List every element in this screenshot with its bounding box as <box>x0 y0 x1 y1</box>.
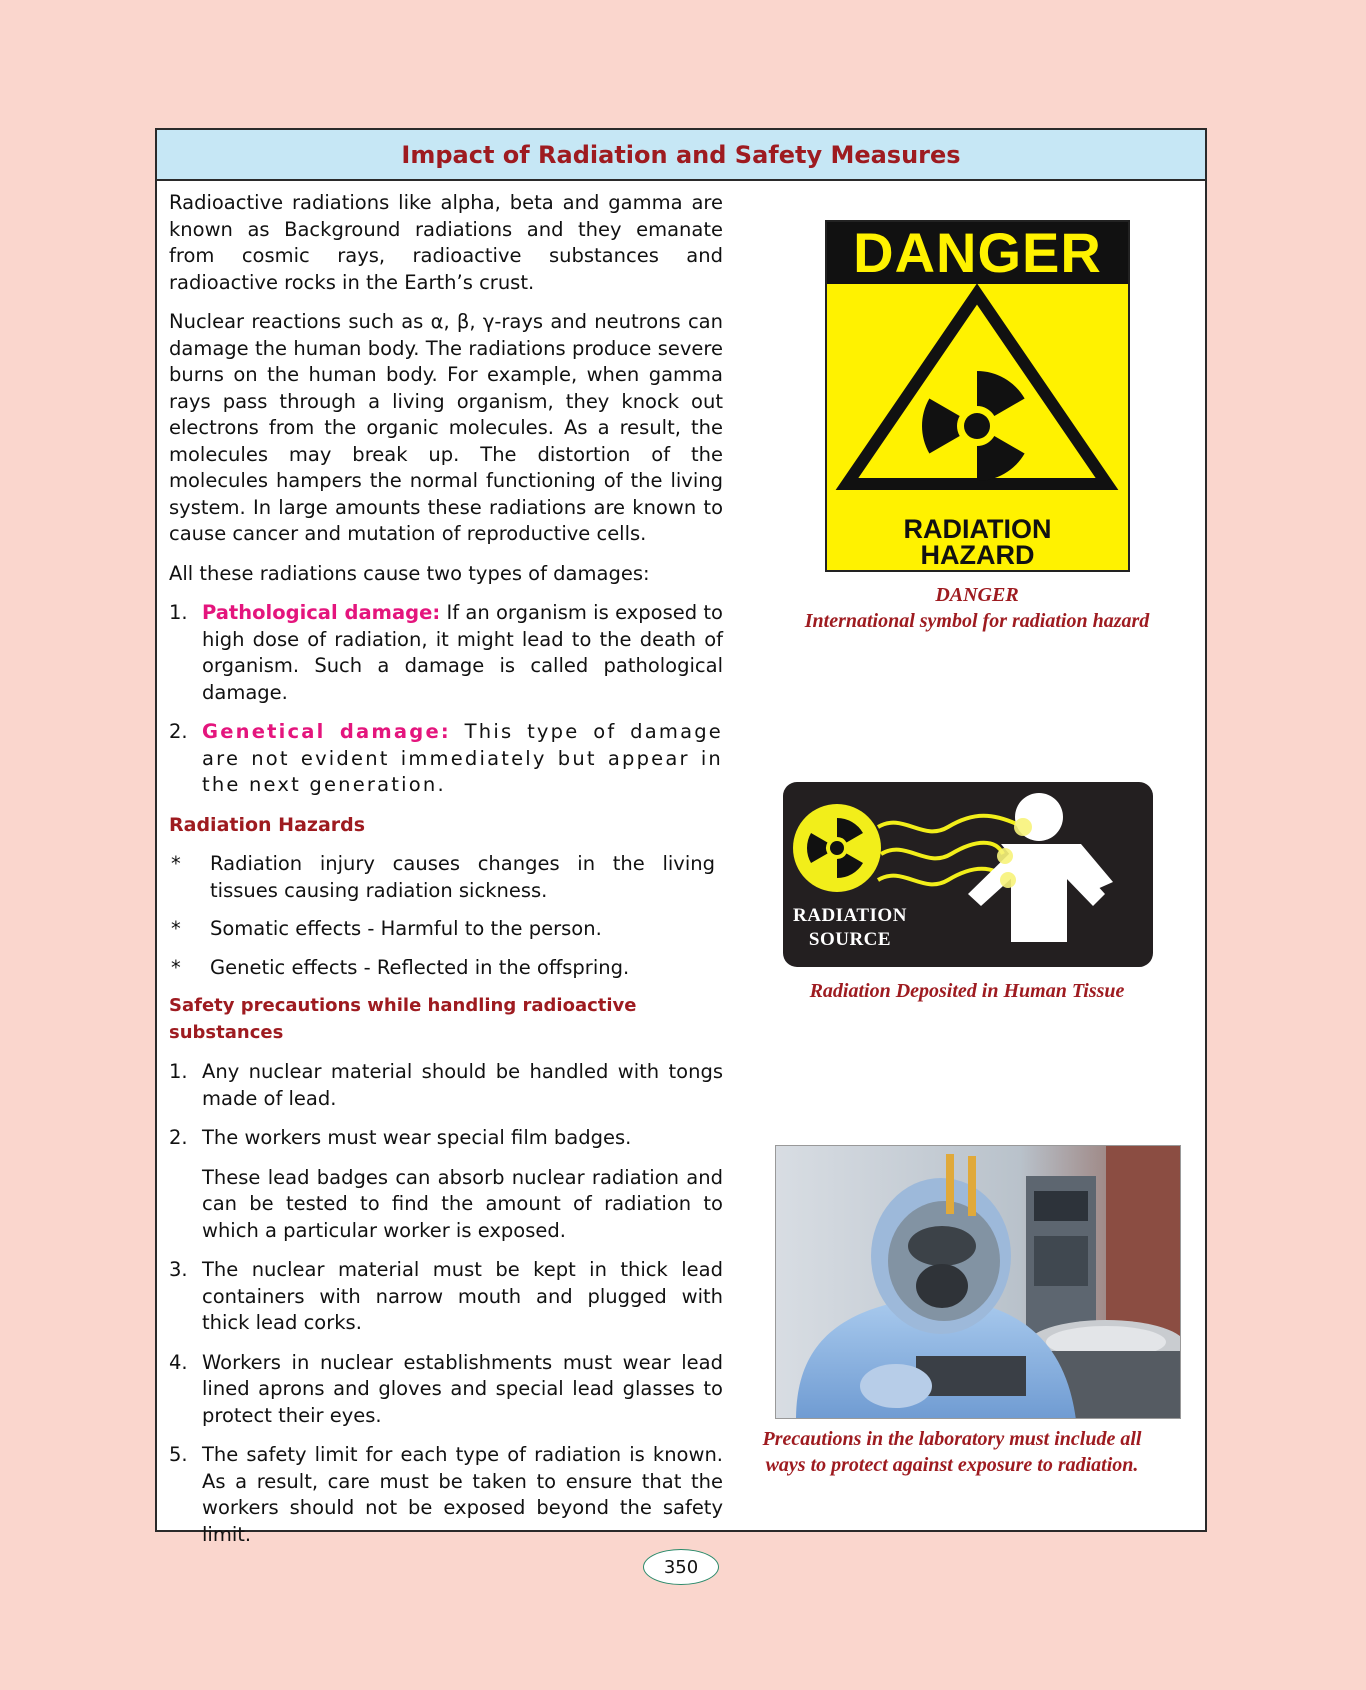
caption-line-2: International symbol for radiation hazard <box>804 610 1150 632</box>
safety-item-3 <box>169 1257 723 1337</box>
page-number: 350 <box>643 1549 719 1585</box>
hazard-text: Radiation injury causes changes in the living tissues causing radiation sickness. <box>210 852 715 902</box>
radiation-source-illustration <box>783 782 1153 967</box>
safety-item-5 <box>169 1442 723 1548</box>
hazard-item <box>169 851 723 904</box>
intro-paragraph-3: All these radiations cause two types of damages: <box>169 561 650 585</box>
item-text: If an organism is exposed to high dose of radiation, it might lead to the death of organism. Such a damage is called pathological damage. <box>202 601 723 704</box>
photo-caption <box>717 1426 1187 1478</box>
danger-caption <box>757 582 1197 634</box>
item-number: 2. <box>169 1126 188 1149</box>
item-number: 3. <box>169 1258 188 1281</box>
danger-sign-title: DANGER <box>827 222 1128 284</box>
item-number: 1. <box>169 1060 188 1083</box>
item-text: The workers must wear special film badges. <box>202 1126 632 1149</box>
danger-sign <box>825 220 1130 572</box>
text-column <box>169 190 723 1561</box>
safety-item-2-note: These lead badges can absorb nuclear radiation and can be tested to find the amount of radiation to which a particular worker is exposed. <box>202 1165 723 1242</box>
item-number: 1. <box>169 601 188 624</box>
label-line-2: SOURCE <box>808 929 892 950</box>
label-line-1: RADIATION <box>793 905 907 926</box>
item-text: Any nuclear material should be handled with tongs made of lead. <box>202 1060 723 1110</box>
sign-line-radiation: RADIATION <box>903 514 1052 544</box>
bullet-star: * <box>171 852 181 875</box>
item-number: 2. <box>169 720 188 743</box>
caption-line-2: ways to protect against exposure to radiation. <box>765 1454 1139 1476</box>
item-text: This type of damage are not evident immediately but appear in the next generation. <box>202 720 723 796</box>
hazard-item <box>169 955 723 982</box>
lab-worker-image <box>776 1146 1181 1419</box>
hazard-text: Genetic effects - Reflected in the offspring. <box>210 955 630 979</box>
safety-item-2 <box>169 1125 723 1152</box>
source-caption: Radiation Deposited in Human Tissue <box>809 980 1125 1002</box>
hazard-item <box>169 916 723 943</box>
damage-item-pathological <box>169 600 723 706</box>
item-text: Workers in nuclear establishments must wear lead lined aprons and gloves and special lead glasses to protect their eyes. <box>202 1350 723 1427</box>
radiation-triangle-icon <box>827 284 1128 516</box>
caption-line-1: Precautions in the laboratory must include all <box>762 1428 1142 1450</box>
lab-worker-photo <box>775 1145 1181 1419</box>
term-pathological: Pathological damage: <box>202 601 441 624</box>
safety-heading: Safety precautions while handling radioactive substances <box>169 995 637 1043</box>
item-text: The safety limit for each type of radiation is known. As a result, care must be taken to ensure that the workers should not be exposed beyond the safety limit. <box>202 1443 723 1546</box>
content-panel <box>155 128 1207 1546</box>
radiation-source-label <box>793 904 907 952</box>
intro-paragraph-1: Radioactive radiations like alpha, beta and gamma are known as Background radiations and they emanate from cosmic rays, radioactive substances and radioactive rocks in the Earth’s crust. <box>169 191 723 294</box>
damage-item-genetical <box>169 719 723 799</box>
hazard-text: Somatic effects - Harmful to the person. <box>210 917 602 940</box>
sign-line-hazard: HAZARD <box>920 540 1035 570</box>
danger-sign-bottom <box>827 516 1128 568</box>
safety-item-1 <box>169 1059 723 1112</box>
item-number: 4. <box>169 1350 188 1374</box>
safety-item-4 <box>169 1350 723 1430</box>
item-text: The nuclear material must be kept in thick lead containers with narrow mouth and plugged with thick lead corks. <box>202 1258 723 1334</box>
bullet-star: * <box>171 917 181 940</box>
hazards-heading: Radiation Hazards <box>169 813 366 836</box>
term-genetical: Genetical damage: <box>202 720 451 743</box>
caption-line-1: DANGER <box>935 584 1019 606</box>
bullet-star: * <box>171 955 181 979</box>
page-title: Impact of Radiation and Safety Measures <box>157 130 1205 181</box>
intro-paragraph-2: Nuclear reactions such as α, β, γ-rays and neutrons can damage the human body. The radiations produce severe burns on the human body. For example, when gamma rays pass through a living organism, they knock out electrons from the organic molecules. As a result, the molecules may break up. The distortion of the molecules hampers the normal functioning of the living system. In large amounts these radiations are known to cause cancer and mutation of reproductive cells. <box>169 310 723 545</box>
item-number: 5. <box>169 1443 188 1466</box>
